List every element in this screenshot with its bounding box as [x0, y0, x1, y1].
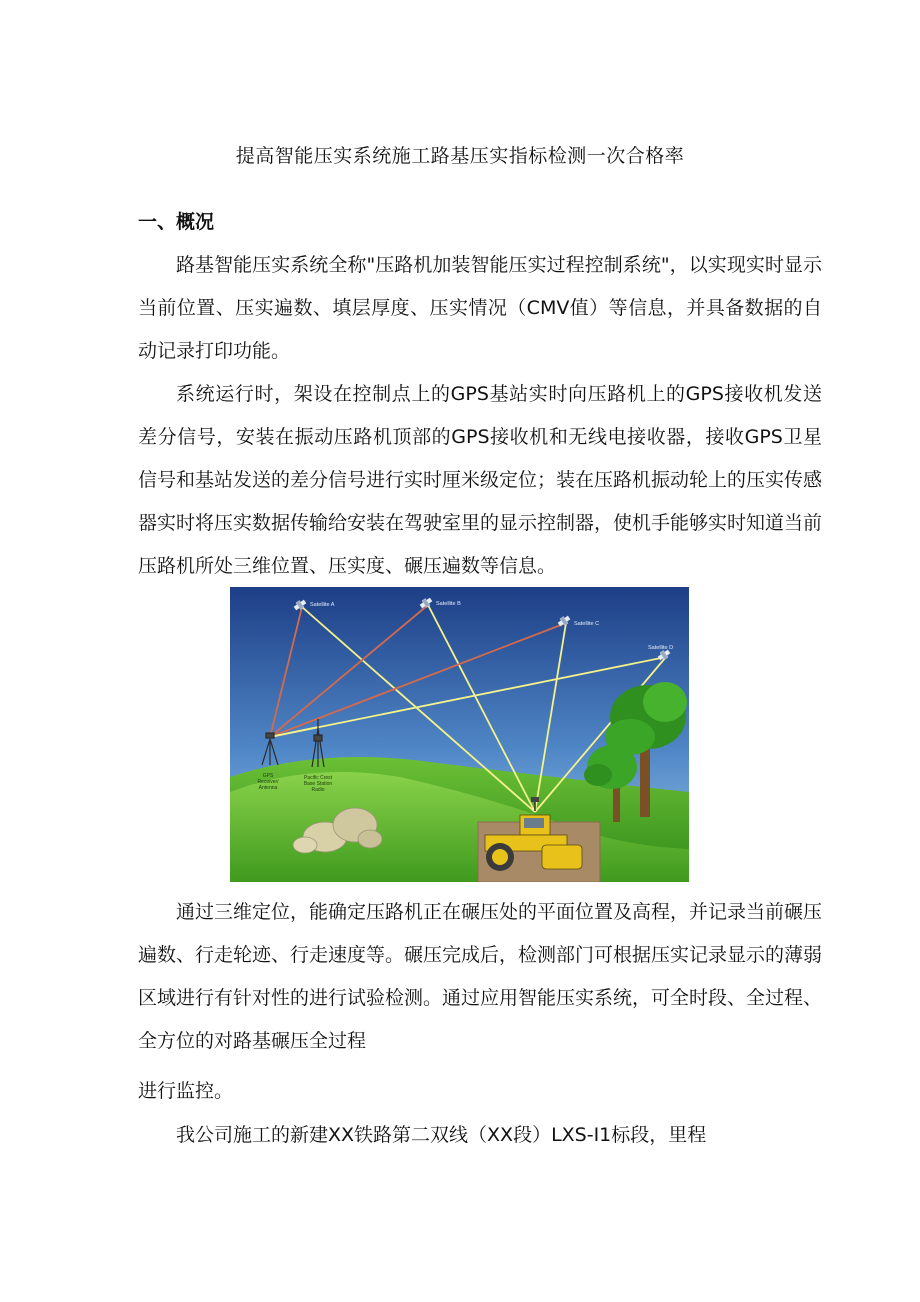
satellite-c-label: Satellite C: [574, 621, 600, 627]
section-heading: 一、概况: [138, 211, 215, 233]
gps-receiver-label-2: Receiver/: [257, 779, 279, 785]
base-station-label-2: Base Station: [303, 781, 333, 787]
satellite-b-label: Satellite B: [436, 601, 461, 607]
paragraph-positioning: 通过三维定位，能确定压路机正在碾压处的平面位置及高程，并记录当前碾压遍数、行走轮迹、行走速度等。碾压完成后，检测部门可根据压实记录显示的薄弱区域进行有针对性的进行试验检测。通过应用智能压实系统，可全时段、全过程、全方位的对路基碾压全过程: [138, 901, 823, 1052]
base-station-label-3: Radio: [311, 787, 325, 793]
paragraph-system-operation: 系统运行时，架设在控制点上的GPS基站实时向压路机上的GPS接收机发送差分信号，安装在振动压路机顶部的GPS接收机和无线电接收器，接收GPS卫星信号和基站发送的差分信号进行实时厘米级定位；装在压路机振动轮上的压实传感器实时将压实数据传输给安装在驾驶室里的显示控制器，使机手能够实时知道当前压路机所处三维位置、压实度、碾压遍数等信息。: [138, 383, 823, 577]
base-station-label-1: Pacific Crest: [303, 775, 333, 781]
paragraph-monitoring: 进行监控。: [138, 1080, 234, 1102]
satellite-d-label: Satellite D: [648, 645, 674, 651]
paragraph-project: 我公司施工的新建XX铁路第二双线（XX段）LXS-I1标段，里程: [176, 1124, 707, 1146]
document-title: 提高智能压实系统施工路基压实指标检测一次合格率: [235, 145, 685, 167]
paragraph-intro: 路基智能压实系统全称"压路机加装智能压实过程控制系统"，以实现实时显示当前位置、压实遍数、填层厚度、压实情况（CMV值）等信息，并具备数据的自动记录打印功能。: [138, 254, 822, 362]
gps-receiver-label-1: GPS: [262, 773, 274, 779]
gps-receiver-label-3: Antenna: [258, 785, 278, 791]
gps-compaction-figure: [230, 587, 689, 882]
satellite-a-label: Satellite A: [310, 602, 335, 608]
